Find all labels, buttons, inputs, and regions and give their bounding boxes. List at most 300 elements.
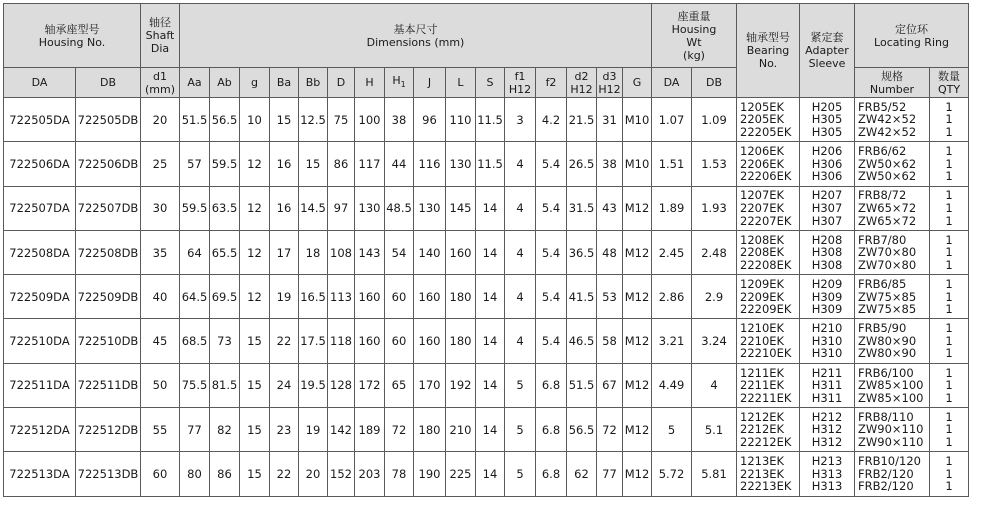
qty-line: 1: [945, 409, 953, 424]
locating-ring-header: 定位环 Locating Ring: [855, 4, 969, 68]
cell-bb: 14.5: [299, 186, 328, 230]
cell-g: 15: [240, 319, 270, 363]
ring-line: ZW50×62: [858, 169, 917, 184]
cell-d3: 53: [597, 275, 623, 319]
cell-wt-da: 2.45: [652, 230, 692, 274]
cell-h1: 60: [385, 275, 414, 319]
housing-weight-header: 座重量 Housing Wt (kg): [652, 4, 737, 68]
col-header-l: L: [446, 68, 476, 98]
cell-wt-da: 4.49: [652, 363, 692, 407]
ring-line: ZW65×72: [858, 200, 917, 215]
bearing-line: 22211EK: [740, 390, 792, 405]
col-header-f2: f2: [536, 68, 567, 98]
cell-d3: 77: [597, 452, 623, 496]
ring-line: FRB6/62: [858, 144, 907, 159]
cell-d: 113: [328, 275, 355, 319]
cell-d: 128: [328, 363, 355, 407]
col-header-d1: d1 (mm): [141, 68, 180, 98]
cell-h: 160: [355, 275, 385, 319]
housing-no-header: 轴承座型号 Housing No.: [4, 4, 141, 68]
cell-d1: 40: [141, 275, 180, 319]
table-row: [4, 363, 969, 407]
cell-ring: [855, 319, 930, 363]
col-header-wt-da: DA: [652, 68, 692, 98]
cell-s: 14: [476, 186, 505, 230]
cell-h: 117: [355, 142, 385, 186]
cell-d2: 21.5: [567, 98, 597, 142]
qty-line: 1: [945, 422, 953, 437]
cell-d: 108: [328, 230, 355, 274]
cell-da: 722508DA: [4, 230, 76, 274]
dimensions-header: 基本尺寸 Dimensions (mm): [180, 4, 652, 68]
table-row: [4, 98, 969, 142]
cell-ba: 16: [270, 186, 299, 230]
col-header-ring-qty: 数量 QTY: [930, 68, 969, 98]
cell-d3: 67: [597, 363, 623, 407]
ring-line: ZW75×85: [858, 302, 917, 317]
cell-l: 225: [446, 452, 476, 496]
cell-qty: [930, 319, 969, 363]
qty-line: 1: [945, 390, 953, 405]
cell-ring: [855, 186, 930, 230]
cell-h: 100: [355, 98, 385, 142]
shaft-dia-header: 轴径 Shaft Dia: [141, 4, 180, 68]
cell-g: 15: [240, 408, 270, 452]
col-header-da: DA: [4, 68, 76, 98]
cell-bearing: [737, 363, 800, 407]
qty-line: 1: [945, 124, 953, 139]
ring-line: ZW70×80: [858, 257, 917, 272]
cell-sleeve: [800, 452, 855, 496]
ring-line: FRB8/110: [858, 409, 914, 424]
bearing-line: 2209EK: [740, 289, 785, 304]
cell-bearing: [737, 275, 800, 319]
cell-g: 12: [240, 230, 270, 274]
cell-wt-da: 2.86: [652, 275, 692, 319]
cell-wt-db: 2.48: [692, 230, 737, 274]
sleeve-line: H306: [811, 156, 843, 171]
cell-da: 722507DA: [4, 186, 76, 230]
cell-h1: 78: [385, 452, 414, 496]
bearing-line: 22207EK: [740, 213, 792, 228]
cell-sleeve: [800, 408, 855, 452]
cell-wt-da: 1.89: [652, 186, 692, 230]
bearing-line: 1213EK: [740, 454, 785, 469]
cell-h1: 72: [385, 408, 414, 452]
cell-ab: 81.5: [210, 363, 240, 407]
cell-d1: 25: [141, 142, 180, 186]
spec-table-container: [3, 3, 969, 497]
cell-ring: [855, 142, 930, 186]
col-header-h1: $H_1$: [385, 68, 414, 98]
cell-qty: [930, 142, 969, 186]
ring-line: FRB7/80: [858, 232, 907, 247]
cell-g: M12: [623, 452, 652, 496]
cell-aa: 64.5: [180, 275, 210, 319]
sleeve-line: H210: [811, 321, 843, 336]
cell-f2: 5.4: [536, 275, 567, 319]
qty-line: 1: [945, 333, 953, 348]
cell-f1: 4: [505, 230, 536, 274]
cell-f1: 4: [505, 186, 536, 230]
sleeve-line: H206: [811, 144, 843, 159]
sleeve-line: H211: [811, 365, 843, 380]
cell-aa: 68.5: [180, 319, 210, 363]
cell-f1: 5: [505, 452, 536, 496]
cell-ab: 65.5: [210, 230, 240, 274]
cell-d3: 31: [597, 98, 623, 142]
cell-wt-db: 2.9: [692, 275, 737, 319]
sleeve-line: H312: [811, 435, 843, 450]
sleeve-line: H306: [811, 169, 843, 184]
col-header-wt-db: DB: [692, 68, 737, 98]
cell-g: M10: [623, 142, 652, 186]
cell-da: 722511DA: [4, 363, 76, 407]
cell-f1: 4: [505, 319, 536, 363]
cell-d2: 46.5: [567, 319, 597, 363]
cell-aa: 75.5: [180, 363, 210, 407]
cell-g: M10: [623, 98, 652, 142]
cell-wt-da: 5: [652, 408, 692, 452]
cell-f1: 5: [505, 408, 536, 452]
bearing-line: 22209EK: [740, 302, 792, 317]
col-header-ring-number: 规格 Number: [855, 68, 930, 98]
col-header-h: H: [355, 68, 385, 98]
sleeve-line: H311: [811, 390, 843, 405]
cell-wt-da: 3.21: [652, 319, 692, 363]
cell-j: 116: [414, 142, 446, 186]
cell-aa: 64: [180, 230, 210, 274]
ring-line: FRB5/52: [858, 99, 907, 114]
cell-db: 722507DB: [76, 186, 141, 230]
cell-f2: 6.8: [536, 363, 567, 407]
cell-d2: 36.5: [567, 230, 597, 274]
cell-d3: 58: [597, 319, 623, 363]
cell-wt-db: 1.53: [692, 142, 737, 186]
qty-line: 1: [945, 99, 953, 114]
ring-line: FRB5/90: [858, 321, 907, 336]
cell-d2: 62: [567, 452, 597, 496]
ring-line: FRB6/85: [858, 276, 907, 291]
cell-ba: 24: [270, 363, 299, 407]
cell-d: 97: [328, 186, 355, 230]
cell-ring: [855, 363, 930, 407]
qty-line: 1: [945, 454, 953, 469]
cell-j: 130: [414, 186, 446, 230]
qty-line: 1: [945, 302, 953, 317]
sleeve-line: H309: [811, 302, 843, 317]
cell-db: 722505DB: [76, 98, 141, 142]
cell-g: M12: [623, 319, 652, 363]
cell-bearing: [737, 142, 800, 186]
cell-ab: 82: [210, 408, 240, 452]
cell-j: 160: [414, 319, 446, 363]
cell-d1: 20: [141, 98, 180, 142]
col-header-j: J: [414, 68, 446, 98]
ring-line: ZW90×110: [858, 422, 924, 437]
sleeve-line: H207: [811, 188, 843, 203]
cell-ba: 22: [270, 319, 299, 363]
qty-line: 1: [945, 466, 953, 481]
cell-ring: [855, 98, 930, 142]
cell-ring: [855, 230, 930, 274]
cell-qty: [930, 363, 969, 407]
cell-j: 140: [414, 230, 446, 274]
cell-qty: [930, 452, 969, 496]
cell-l: 192: [446, 363, 476, 407]
cell-d1: 60: [141, 452, 180, 496]
bearing-line: 2210EK: [740, 333, 785, 348]
cell-l: 180: [446, 275, 476, 319]
col-header-d3: d3 H12: [598, 69, 621, 96]
table-row: [4, 408, 969, 452]
cell-s: 14: [476, 319, 505, 363]
cell-g: 15: [240, 363, 270, 407]
cell-s: 14: [476, 275, 505, 319]
cell-bb: 19.5: [299, 363, 328, 407]
cell-d3: 38: [597, 142, 623, 186]
col-header-bb: Bb: [299, 68, 328, 98]
cell-wt-db: 4: [692, 363, 737, 407]
table-row: [4, 186, 969, 230]
cell-f1: 4: [505, 275, 536, 319]
bearing-line: 2205EK: [740, 112, 785, 127]
cell-d1: 30: [141, 186, 180, 230]
bearing-line: 2213EK: [740, 466, 785, 481]
cell-l: 160: [446, 230, 476, 274]
cell-f2: 5.4: [536, 186, 567, 230]
cell-h: 130: [355, 186, 385, 230]
cell-sleeve: [800, 319, 855, 363]
cell-bearing: [737, 319, 800, 363]
cell-d: 152: [328, 452, 355, 496]
qty-line: 1: [945, 479, 953, 494]
cell-h1: 60: [385, 319, 414, 363]
cell-d: 142: [328, 408, 355, 452]
ring-line: ZW90×110: [858, 435, 924, 450]
cell-f2: 6.8: [536, 408, 567, 452]
cell-j: 180: [414, 408, 446, 452]
bearing-line: 2207EK: [740, 200, 785, 215]
cell-h1: 44: [385, 142, 414, 186]
cell-wt-da: 5.72: [652, 452, 692, 496]
cell-aa: 59.5: [180, 186, 210, 230]
cell-s: 11.5: [476, 142, 505, 186]
qty-line: 1: [945, 112, 953, 127]
cell-sleeve: [800, 230, 855, 274]
bearing-line: 1211EK: [740, 365, 785, 380]
col-header-d: D: [328, 68, 355, 98]
bearing-line: 1209EK: [740, 276, 785, 291]
qty-line: 1: [945, 144, 953, 159]
col-header-g: g: [240, 68, 270, 98]
sleeve-line: H212: [811, 409, 843, 424]
col-header-ab: Ab: [210, 68, 240, 98]
cell-bb: 19: [299, 408, 328, 452]
cell-bearing: [737, 230, 800, 274]
cell-sleeve: [800, 363, 855, 407]
cell-s: 14: [476, 363, 505, 407]
qty-line: 1: [945, 188, 953, 203]
ring-line: ZW80×90: [858, 346, 917, 361]
cell-s: 14: [476, 452, 505, 496]
cell-ab: 73: [210, 319, 240, 363]
cell-h1: 48.5: [385, 186, 414, 230]
cell-da: 722513DA: [4, 452, 76, 496]
qty-line: 1: [945, 156, 953, 171]
cell-l: 145: [446, 186, 476, 230]
cell-f1: 3: [505, 98, 536, 142]
cell-h: 203: [355, 452, 385, 496]
cell-bb: 16.5: [299, 275, 328, 319]
bearing-no-header: 轴承型号 Bearing No.: [737, 4, 800, 98]
cell-qty: [930, 275, 969, 319]
ring-line: FRB6/100: [858, 365, 914, 380]
cell-f2: 6.8: [536, 452, 567, 496]
cell-g: M12: [623, 363, 652, 407]
qty-line: 1: [945, 232, 953, 247]
col-header-ba: Ba: [270, 68, 299, 98]
sleeve-line: H308: [811, 245, 843, 260]
cell-db: 722509DB: [76, 275, 141, 319]
col-header-d2: d2 H12: [567, 68, 597, 98]
ring-line: ZW42×52: [858, 112, 917, 127]
sleeve-line: H205: [811, 99, 843, 114]
housing-spec-table: [3, 3, 969, 497]
cell-da: 722506DA: [4, 142, 76, 186]
bearing-line: 2211EK: [740, 378, 785, 393]
cell-db: 722511DB: [76, 363, 141, 407]
cell-j: 160: [414, 275, 446, 319]
qty-line: 1: [945, 257, 953, 272]
cell-bb: 18: [299, 230, 328, 274]
cell-g: 12: [240, 186, 270, 230]
cell-l: 130: [446, 142, 476, 186]
cell-g: 15: [240, 452, 270, 496]
qty-line: 1: [945, 213, 953, 228]
cell-d3: 72: [597, 408, 623, 452]
table-row: [4, 452, 969, 496]
sleeve-line: H313: [811, 466, 843, 481]
cell-qty: [930, 230, 969, 274]
sleeve-line: H311: [811, 378, 843, 393]
ring-line: FRB2/120: [858, 479, 914, 494]
ring-line: ZW65×72: [858, 213, 917, 228]
cell-sleeve: [800, 186, 855, 230]
qty-line: 1: [945, 321, 953, 336]
cell-db: 722512DB: [76, 408, 141, 452]
cell-bearing: [737, 98, 800, 142]
qty-line: 1: [945, 346, 953, 361]
cell-aa: 57: [180, 142, 210, 186]
qty-line: 1: [945, 365, 953, 380]
cell-qty: [930, 186, 969, 230]
cell-g: M12: [623, 275, 652, 319]
cell-ba: 19: [270, 275, 299, 319]
bearing-line: 22206EK: [740, 169, 792, 184]
col-header-aa: Aa: [180, 68, 210, 98]
ring-line: ZW85×100: [858, 378, 924, 393]
qty-line: 1: [945, 289, 953, 304]
cell-d2: 41.5: [567, 275, 597, 319]
ring-line: ZW42×52: [858, 124, 917, 139]
sleeve-line: H305: [811, 112, 843, 127]
cell-sleeve: [800, 275, 855, 319]
cell-d2: 31.5: [567, 186, 597, 230]
cell-g: 12: [240, 275, 270, 319]
cell-wt-da: 1.07: [652, 98, 692, 142]
sleeve-line: H305: [811, 124, 843, 139]
cell-g: M12: [623, 408, 652, 452]
cell-d1: 55: [141, 408, 180, 452]
cell-d3: 43: [597, 186, 623, 230]
cell-wt-db: 1.09: [692, 98, 737, 142]
qty-line: 1: [945, 169, 953, 184]
cell-wt-da: 1.51: [652, 142, 692, 186]
sleeve-line: H308: [811, 257, 843, 272]
col-header-db: DB: [76, 68, 141, 98]
cell-qty: [930, 98, 969, 142]
bearing-line: 22212EK: [740, 435, 792, 450]
cell-h: 189: [355, 408, 385, 452]
cell-l: 110: [446, 98, 476, 142]
qty-line: 1: [945, 378, 953, 393]
qty-line: 1: [945, 276, 953, 291]
table-row: [4, 319, 969, 363]
sleeve-line: H213: [811, 454, 843, 469]
ring-line: FRB8/72: [858, 188, 907, 203]
bearing-line: 22210EK: [740, 346, 792, 361]
cell-bearing: [737, 186, 800, 230]
cell-d1: 35: [141, 230, 180, 274]
cell-h: 172: [355, 363, 385, 407]
cell-f1: 4: [505, 142, 536, 186]
cell-sleeve: [800, 98, 855, 142]
cell-db: 722506DB: [76, 142, 141, 186]
cell-aa: 77: [180, 408, 210, 452]
bearing-line: 2212EK: [740, 422, 785, 437]
cell-h1: 65: [385, 363, 414, 407]
bearing-line: 1206EK: [740, 144, 785, 159]
cell-f2: 5.4: [536, 319, 567, 363]
table-row: [4, 230, 969, 274]
cell-ba: 17: [270, 230, 299, 274]
cell-ring: [855, 275, 930, 319]
ring-line: ZW80×90: [858, 333, 917, 348]
ring-line: ZW85×100: [858, 390, 924, 405]
cell-ab: 63.5: [210, 186, 240, 230]
cell-bb: 20: [299, 452, 328, 496]
cell-f2: 4.2: [536, 98, 567, 142]
col-header-f1: f1 H12: [505, 68, 536, 98]
table-body: [4, 98, 969, 497]
cell-j: 190: [414, 452, 446, 496]
bearing-line: 1207EK: [740, 188, 785, 203]
cell-h: 160: [355, 319, 385, 363]
cell-l: 210: [446, 408, 476, 452]
cell-wt-db: 1.93: [692, 186, 737, 230]
cell-db: 722508DB: [76, 230, 141, 274]
sleeve-line: H208: [811, 232, 843, 247]
cell-d: 75: [328, 98, 355, 142]
cell-ring: [855, 408, 930, 452]
cell-ab: 69.5: [210, 275, 240, 319]
sleeve-line: H310: [811, 333, 843, 348]
cell-ab: 59.5: [210, 142, 240, 186]
cell-ba: 22: [270, 452, 299, 496]
cell-bb: 17.5: [299, 319, 328, 363]
cell-bb: 12.5: [299, 98, 328, 142]
